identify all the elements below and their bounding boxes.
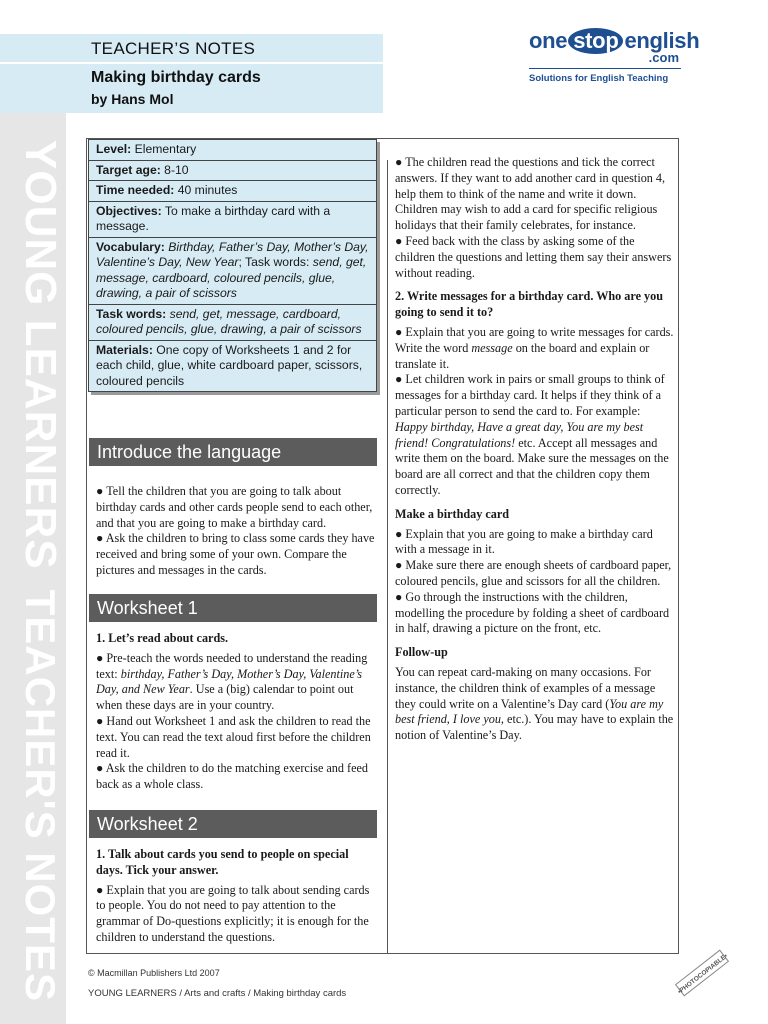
worksheet1-body — [96, 631, 378, 793]
worksheet2-body — [96, 847, 378, 946]
info-materials: Materials: One copy of Worksheets 1 and 2 for each child, glue, white cardboard paper, scissors, coloured pencils — [88, 340, 377, 393]
side-band-secondary: TEACHER'S NOTES — [17, 589, 64, 1002]
author: by Hans Mol — [91, 91, 174, 107]
logo-rule — [529, 68, 681, 69]
right-para-2: ● Feed back with the class by asking some of the children the questions and letting them say their answers without reading. — [395, 233, 672, 280]
worksheet1-para-1: ● Pre-teach the words needed to understand the reading text: birthday, Father’s Day, Mother’s Day, Valentine’s Day, and New Year. Use a (big) calendar to point out when these days are in your country. — [96, 650, 368, 713]
column-divider — [387, 160, 388, 954]
section-worksheet1-heading: Worksheet 1 — [89, 594, 377, 622]
side-band-label — [16, 140, 65, 1002]
right-para-3: ● Explain that you are going to write messages for cards. Write the word message on the board and explain or translate it. — [395, 324, 674, 371]
photocopiable-stamp-icon — [672, 948, 732, 998]
worksheet1-para-2: ● Hand out Worksheet 1 and ask the children to read the text. You can read the text aloud first before the children read it. — [96, 713, 371, 760]
side-band-main: YOUNG LEARNERS — [16, 140, 65, 570]
onestopenglish-logo[interactable] — [529, 28, 700, 88]
footer-breadcrumb: YOUNG LEARNERS / Arts and crafts / Making birthday cards — [88, 988, 347, 999]
section-worksheet2-heading: Worksheet 2 — [89, 810, 377, 838]
right-subheading-make-card: Make a birthday card — [395, 506, 510, 521]
right-para-8: You can repeat card-making on many occasions. For instance, the children think of examples of a message they could write on a Valentine’s Day card (You are my best friend, I love you, etc.). You may have to explain the notion of Valentine’s Day. — [395, 664, 674, 743]
worksheet1-para-3: ● Ask the children to do the matching exercise and feed back as a whole class. — [96, 761, 369, 792]
introduce-para-1: ● Tell the children that you are going to talk about birthday cards and other cards people send to each other, and that you are going to make a birthday card. — [96, 484, 373, 530]
right-subheading-follow-up: Follow-up — [395, 645, 448, 660]
info-level: Level: Elementary — [88, 139, 377, 160]
right-para-7: ● Go through the instructions with the children, modelling the procedure by folding a sheet of cardboard in half, drawing a picture on the front, etc. — [395, 589, 670, 636]
introduce-body — [96, 484, 378, 579]
section-introduce-heading: Introduce the language — [89, 438, 377, 466]
logo-prefix: one — [529, 28, 568, 53]
worksheet2-subheading: 1. Talk about cards you send to people on special days. Tick your answer. — [96, 847, 349, 877]
logo-stop: stop — [568, 28, 623, 54]
info-time-needed: Time needed: 40 minutes — [88, 180, 377, 201]
stamp-text: •PHOTOCOPIABLE• — [676, 952, 730, 996]
logo-domain: .com — [648, 50, 679, 65]
right-para-4: ● Let children work in pairs or small groups to think of messages for a birthday card. It helps if they think of a particular person to send the card to. For example: Happy birthday, Have a great day, You are my best friend! Congratulations! etc. Accept all messages and write them on the board. Make sure the messages on the board are all correct and that the children copy them correctly. — [395, 372, 669, 497]
info-task-words: Task words: send, get, message, cardboard, coloured pencils, glue, drawing, a pair of scissors — [88, 304, 377, 340]
right-column-body — [395, 155, 675, 744]
right-subheading-2: 2. Write messages for a birthday card. Who are you going to send it to? — [395, 289, 664, 320]
footer-copyright: © Macmillan Publishers Ltd 2007 — [88, 968, 220, 978]
right-para-6: ● Make sure there are enough sheets of cardboard paper, coloured pencils, glue and scissors for all the children. — [395, 558, 672, 588]
lesson-info-table — [88, 139, 377, 392]
right-para-5: ● Explain that you are going to make a birthday card with a message in it. — [395, 526, 653, 557]
logo-suffix: english — [624, 28, 700, 53]
logo-tagline: Solutions for English Teaching — [529, 73, 669, 84]
info-vocabulary: Vocabulary: Birthday, Father’s Day, Mother’s Day, Valentine’s Day, New Year; Task words: send, get, message, cardboard, coloured pencils, glue, drawing, a pair of scissors — [88, 237, 377, 304]
worksheet1-subheading: 1. Let’s read about cards. — [96, 631, 229, 645]
info-objectives: Objectives: To make a birthday card with a message. — [88, 201, 377, 237]
introduce-para-2: ● Ask the children to bring to class some cards they have received and bring some of your own. Compare the pictures and messages in the cards. — [96, 531, 375, 577]
page-title: Making birthday cards — [91, 69, 261, 86]
worksheet2-para-1: ● Explain that you are going to talk about sending cards to people. You do not need to pay attention to the grammar of Do-questions explicitly; it is enough for the children to understand the questions. — [96, 882, 370, 944]
info-target-age: Target age: 8-10 — [88, 160, 377, 181]
header-label: TEACHER’S NOTES — [91, 39, 256, 58]
right-para-1: ● The children read the questions and tick the correct answers. If they want to add another card in question 4, help them to think of the name and write it down. Children may wish to add a card for specific religious holidays that their family celebrates, for instance. — [395, 155, 666, 233]
